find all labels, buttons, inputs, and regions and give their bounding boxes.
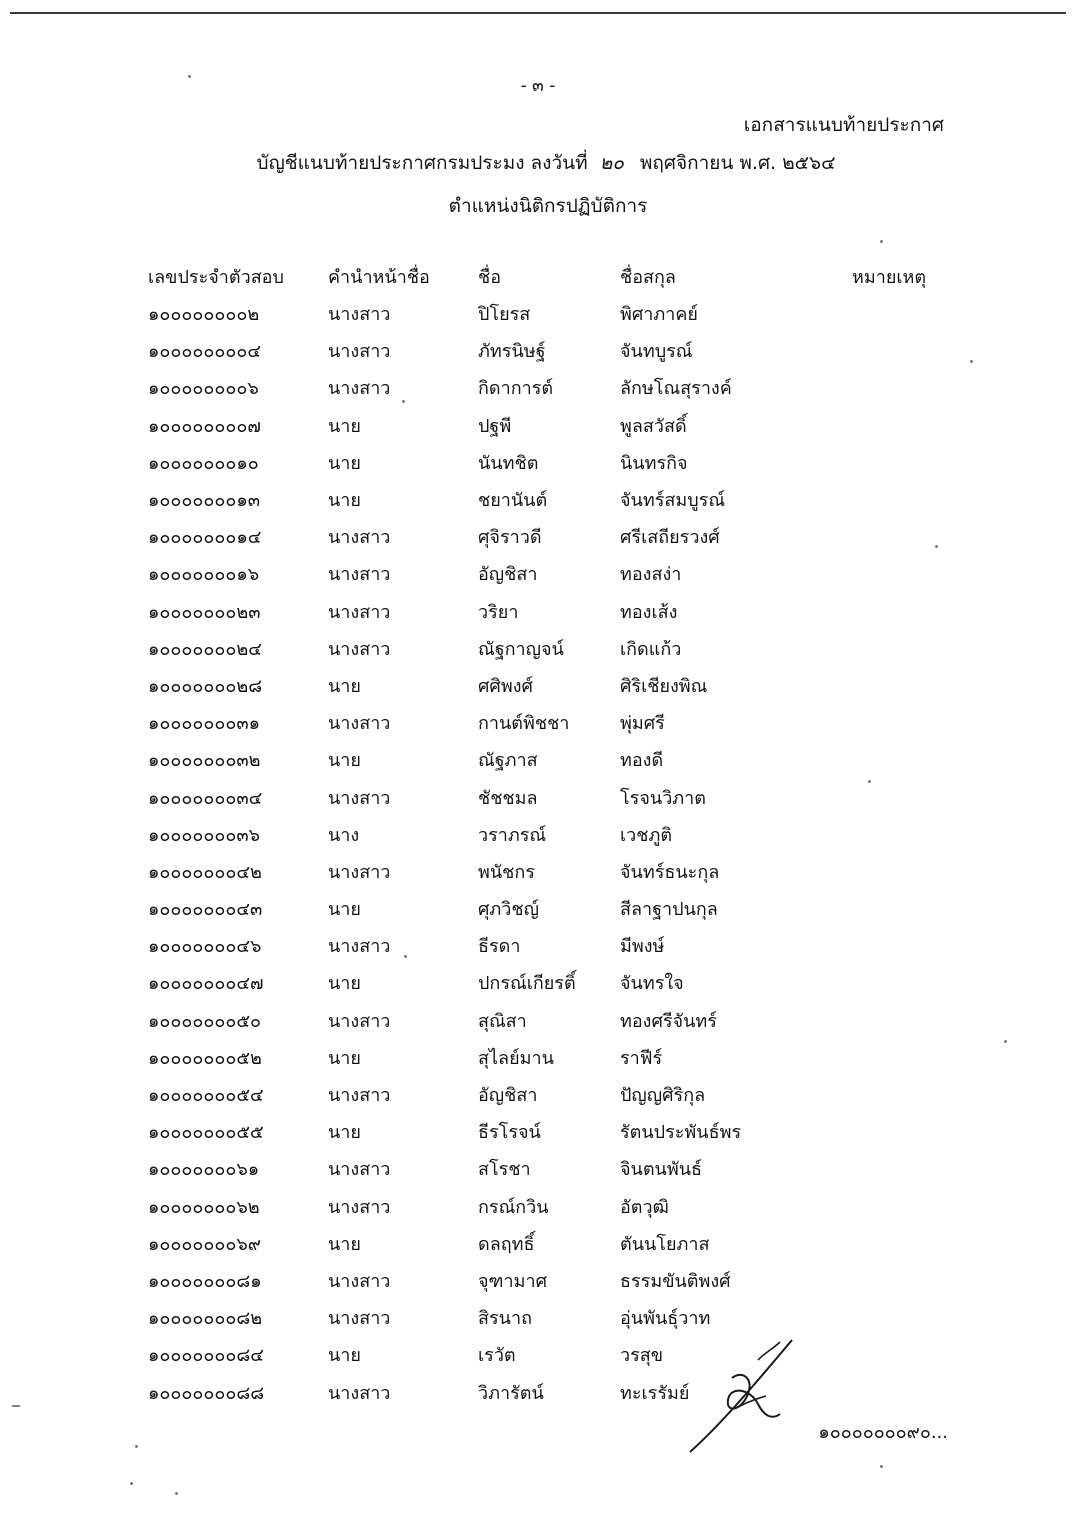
table-row	[148, 518, 942, 555]
prefix-cell: นางสาว	[328, 787, 391, 809]
prefix-cell: นาย	[328, 750, 361, 772]
header-first-name: ชื่อ	[478, 267, 502, 288]
exam-id-cell: ๑๐๐๐๐๐๐๐๒๔	[148, 638, 262, 660]
table-row	[148, 778, 942, 815]
prefix-cell: นาย	[328, 973, 361, 995]
title-prefix: บัญชีแนบท้ายประกาศกรมประมง ลงวันที่	[256, 152, 588, 174]
remark-cell	[852, 741, 942, 778]
last-name-cell: เวชภูติ	[620, 824, 673, 846]
candidate-table	[148, 258, 942, 1411]
table-row	[148, 1076, 942, 1113]
remark-cell	[852, 1262, 942, 1299]
first-name-cell: นันทชิต	[478, 452, 539, 474]
exam-id-cell: ๑๐๐๐๐๐๐๐๒๘	[148, 675, 263, 697]
exam-id-cell: ๑๐๐๐๐๐๐๐๓๔	[148, 787, 263, 809]
first-name-cell: อัญชิสา	[478, 564, 538, 586]
prefix-cell: นางสาว	[328, 304, 391, 326]
table-row	[148, 481, 942, 518]
prefix-cell: นางสาว	[328, 1085, 391, 1107]
remark-cell	[852, 555, 942, 592]
table-row	[148, 555, 942, 592]
remark-cell	[852, 704, 942, 741]
last-name-cell: วรสุข	[620, 1345, 664, 1367]
prefix-cell: นาย	[328, 1345, 361, 1367]
remark-cell	[852, 1188, 942, 1225]
table-row	[148, 927, 942, 964]
first-name-cell: ศศิพงศ์	[478, 675, 533, 697]
table-row	[148, 1039, 942, 1076]
exam-id-cell: ๑๐๐๐๐๐๐๐๕๒	[148, 1047, 262, 1069]
exam-id-cell: ๑๐๐๐๐๐๐๐๕๕	[148, 1122, 264, 1144]
remark-cell	[852, 927, 942, 964]
last-name-cell: นินทรกิจ	[620, 452, 688, 474]
prefix-cell: นาย	[328, 1047, 361, 1069]
title-day: ๒๐	[599, 152, 624, 174]
first-name-cell: ชยานันต์	[478, 490, 548, 512]
exam-id-cell: ๑๐๐๐๐๐๐๐๐๗	[148, 415, 261, 437]
last-name-cell: ทองดี	[620, 750, 664, 772]
prefix-cell: นาย	[328, 899, 361, 921]
prefix-cell: นางสาว	[328, 1270, 391, 1292]
remark-cell	[852, 778, 942, 815]
last-name-cell: อุ่นพันธุ์วาท	[620, 1308, 711, 1330]
exam-id-cell: ๑๐๐๐๐๐๐๐๔๓	[148, 899, 263, 921]
table-row	[148, 741, 942, 778]
remark-cell	[852, 1002, 942, 1039]
last-name-cell: จันทรใจ	[620, 973, 684, 995]
remark-cell	[852, 295, 942, 332]
prefix-cell: นาย	[328, 675, 361, 697]
exam-id-cell: ๑๐๐๐๐๐๐๐๕๐	[148, 1010, 261, 1032]
prefix-cell: นางสาว	[328, 1159, 391, 1181]
page-number: - ๓ -	[520, 76, 556, 96]
prefix-cell: นางสาว	[328, 861, 391, 883]
table-row	[148, 964, 942, 1001]
first-name-cell: วริยา	[478, 601, 519, 623]
remark-cell	[852, 518, 942, 555]
first-name-cell: ธีรดา	[478, 936, 521, 958]
header-remark: หมายเหตุ	[852, 267, 927, 288]
table-row	[148, 1225, 942, 1262]
remark-cell	[852, 890, 942, 927]
last-name-cell: สีลาฐาปนกุล	[620, 899, 718, 921]
table-row	[148, 369, 942, 406]
exam-id-cell: ๑๐๐๐๐๐๐๐๘๑	[148, 1270, 262, 1292]
last-name-cell: ปัญญศิริกุล	[620, 1085, 706, 1107]
exam-id-cell: ๑๐๐๐๐๐๐๐๘๒	[148, 1308, 263, 1330]
first-name-cell: ณัฐภาส	[478, 750, 538, 772]
last-name-cell: พุ่มศรี	[620, 713, 665, 735]
remark-cell	[852, 1373, 942, 1410]
first-name-cell: ดลฤทธิ์	[478, 1233, 535, 1255]
table-row	[148, 853, 942, 890]
prefix-cell: นางสาว	[328, 527, 391, 549]
last-name-cell: จันทร์ธนะกุล	[620, 861, 720, 883]
top-border-line	[10, 12, 1066, 14]
first-name-cell: สุณิสา	[478, 1010, 527, 1032]
remark-cell	[852, 964, 942, 1001]
exam-id-cell: ๑๐๐๐๐๐๐๐๘๔	[148, 1345, 264, 1367]
exam-id-cell: ๑๐๐๐๐๐๐๐๐๒	[148, 304, 260, 326]
remark-cell	[852, 444, 942, 481]
first-name-cell: ปกรณ์เกียรติ์	[478, 973, 576, 995]
exam-id-cell: ๑๐๐๐๐๐๐๐๖๑	[148, 1159, 260, 1181]
last-name-cell: พิศาภาคย์	[620, 304, 698, 326]
prefix-cell: นาย	[328, 1233, 361, 1255]
last-name-cell: ราฟีร์	[620, 1047, 663, 1069]
first-name-cell: ชัชชมล	[478, 787, 538, 809]
last-name-cell: อัตวุฒิ	[620, 1196, 669, 1218]
table-row	[148, 1299, 942, 1336]
last-name-cell: เกิดแก้ว	[620, 638, 682, 660]
last-name-cell: ทองสง่า	[620, 564, 682, 586]
prefix-cell: นาย	[328, 452, 361, 474]
exam-id-cell: ๑๐๐๐๐๐๐๐๔๒	[148, 861, 262, 883]
last-name-cell: ศรีเสถียรวงศ์	[620, 527, 720, 549]
remark-cell	[852, 1076, 942, 1113]
table-row	[148, 1373, 942, 1410]
first-name-cell: สิรนาถ	[478, 1308, 532, 1330]
exam-id-cell: ๑๐๐๐๐๐๐๐๓๒	[148, 750, 261, 772]
prefix-cell: นางสาว	[328, 601, 391, 623]
last-name-cell: รัตนประพันธ์พร	[620, 1122, 742, 1144]
remark-cell	[852, 630, 942, 667]
table-header-row	[148, 258, 942, 295]
header-last-name: ชื่อสกุล	[620, 267, 676, 288]
exam-id-cell: ๑๐๐๐๐๐๐๐๘๘	[148, 1382, 265, 1404]
first-name-cell: ปฐพี	[478, 415, 512, 437]
remark-cell	[852, 1336, 942, 1373]
prefix-cell: นางสาว	[328, 1196, 391, 1218]
table-row	[148, 667, 942, 704]
first-name-cell: วราภรณ์	[478, 824, 547, 846]
position-title: ตำแหน่งนิติกรปฏิบัติการ	[448, 195, 648, 217]
first-name-cell: ณัฐกาญจน์	[478, 638, 564, 660]
first-name-cell: ศุจิราวดี	[478, 527, 542, 549]
exam-id-cell: ๑๐๐๐๐๐๐๐๑๓	[148, 490, 261, 512]
remark-cell	[852, 332, 942, 369]
remark-cell	[852, 1150, 942, 1187]
remark-cell	[852, 1039, 942, 1076]
table-row	[148, 295, 942, 332]
prefix-cell: นางสาว	[328, 564, 391, 586]
remark-cell	[852, 593, 942, 630]
header-prefix: คำนำหน้าชื่อ	[328, 267, 430, 288]
first-name-cell: ปิโยรส	[478, 304, 531, 326]
remark-cell	[852, 853, 942, 890]
exam-id-cell: ๑๐๐๐๐๐๐๐๕๔	[148, 1085, 264, 1107]
last-name-cell: จินตนพันธ์	[620, 1159, 703, 1181]
table-row	[148, 1113, 942, 1150]
last-name-cell: ลักษโณสุรางค์	[620, 378, 732, 400]
exam-id-cell: ๑๐๐๐๐๐๐๐๐๔	[148, 341, 261, 363]
exam-id-cell: ๑๐๐๐๐๐๐๐๑๔	[148, 527, 262, 549]
exam-id-cell: ๑๐๐๐๐๐๐๐๖๒	[148, 1196, 260, 1218]
signature-icon	[680, 1330, 820, 1460]
prefix-cell: นาย	[328, 415, 361, 437]
table-row	[148, 1336, 942, 1373]
last-name-cell: ทองเส้ง	[620, 601, 678, 623]
first-name-cell: จุฑามาศ	[478, 1270, 547, 1292]
last-name-cell: ทะเรรัมย์	[620, 1382, 690, 1404]
exam-id-cell: ๑๐๐๐๐๐๐๐๐๖	[148, 378, 259, 400]
remark-cell	[852, 1225, 942, 1262]
last-name-cell: ธรรมขันติพงศ์	[620, 1270, 731, 1292]
table-row	[148, 816, 942, 853]
table-row	[148, 332, 942, 369]
first-name-cell: ศุภวิชญ์	[478, 899, 539, 921]
table-row	[148, 1188, 942, 1225]
last-name-cell: พูลสวัสดิ์	[620, 415, 687, 437]
prefix-cell: นางสาว	[328, 378, 391, 400]
exam-id-cell: ๑๐๐๐๐๐๐๐๑๖	[148, 564, 260, 586]
remark-cell	[852, 667, 942, 704]
header-exam-id: เลขประจำตัวสอบ	[148, 267, 284, 288]
table-row	[148, 1002, 942, 1039]
prefix-cell: นางสาว	[328, 638, 391, 660]
first-name-cell: เรวัต	[478, 1345, 516, 1367]
exam-id-cell: ๑๐๐๐๐๐๐๐๖๙	[148, 1233, 261, 1255]
continuation-text: ๑๐๐๐๐๐๐๐๙๐...	[818, 1422, 948, 1443]
table-row	[148, 1150, 942, 1187]
first-name-cell: กรณ์กวิน	[478, 1196, 549, 1218]
remark-cell	[852, 369, 942, 406]
exam-id-cell: ๑๐๐๐๐๐๐๐๔๖	[148, 936, 262, 958]
exam-id-cell: ๑๐๐๐๐๐๐๐๓๖	[148, 824, 261, 846]
exam-id-cell: ๑๐๐๐๐๐๐๐๓๑	[148, 713, 261, 735]
title-month-year: พฤศจิกายน พ.ศ. ๒๕๖๔	[639, 152, 836, 174]
first-name-cell: วิภารัตน์	[478, 1382, 544, 1404]
first-name-cell: อัญชิสา	[478, 1085, 538, 1107]
exam-id-cell: ๑๐๐๐๐๐๐๐๑๐	[148, 452, 259, 474]
first-name-cell: ภัทรนิษฐ์	[478, 341, 546, 363]
table-row	[148, 630, 942, 667]
remark-cell	[852, 1299, 942, 1336]
first-name-cell: สุไลย์มาน	[478, 1047, 554, 1069]
last-name-cell: ทองศรีจันทร์	[620, 1010, 717, 1032]
first-name-cell: ธีรโรจน์	[478, 1122, 541, 1144]
prefix-cell: นางสาว	[328, 713, 391, 735]
table-row	[148, 1262, 942, 1299]
prefix-cell: นางสาว	[328, 1010, 391, 1032]
prefix-cell: นางสาว	[328, 341, 391, 363]
table-row	[148, 704, 942, 741]
prefix-cell: นาย	[328, 490, 361, 512]
exam-id-cell: ๑๐๐๐๐๐๐๐๒๓	[148, 601, 261, 623]
table-row	[148, 593, 942, 630]
first-name-cell: พนัชกร	[478, 861, 535, 883]
document-title	[0, 148, 1076, 178]
last-name-cell: ตันนโยภาส	[620, 1233, 710, 1255]
exam-id-cell: ๑๐๐๐๐๐๐๐๔๗	[148, 973, 264, 995]
table-row	[148, 444, 942, 481]
remark-cell	[852, 407, 942, 444]
last-name-cell: จันทร์สมบูรณ์	[620, 490, 726, 512]
prefix-cell: นาย	[328, 1122, 361, 1144]
last-name-cell: โรจนวิภาต	[620, 787, 706, 809]
last-name-cell: มีพงษ์	[620, 936, 665, 958]
prefix-cell: นางสาว	[328, 1382, 391, 1404]
prefix-cell: นางสาว	[328, 936, 391, 958]
prefix-cell: นาง	[328, 824, 360, 846]
last-name-cell: ศิริเชียงพิณ	[620, 675, 708, 697]
table-row	[148, 890, 942, 927]
remark-cell	[852, 816, 942, 853]
attachment-label: เอกสารแนบท้ายประกาศ	[743, 114, 944, 136]
remark-cell	[852, 1113, 942, 1150]
first-name-cell: กิดาการต์	[478, 378, 554, 400]
last-name-cell: จันทบูรณ์	[620, 341, 693, 363]
table-row	[148, 407, 942, 444]
first-name-cell: กานต์พิชชา	[478, 713, 570, 735]
remark-cell	[852, 481, 942, 518]
first-name-cell: สโรชา	[478, 1159, 531, 1181]
prefix-cell: นางสาว	[328, 1308, 391, 1330]
